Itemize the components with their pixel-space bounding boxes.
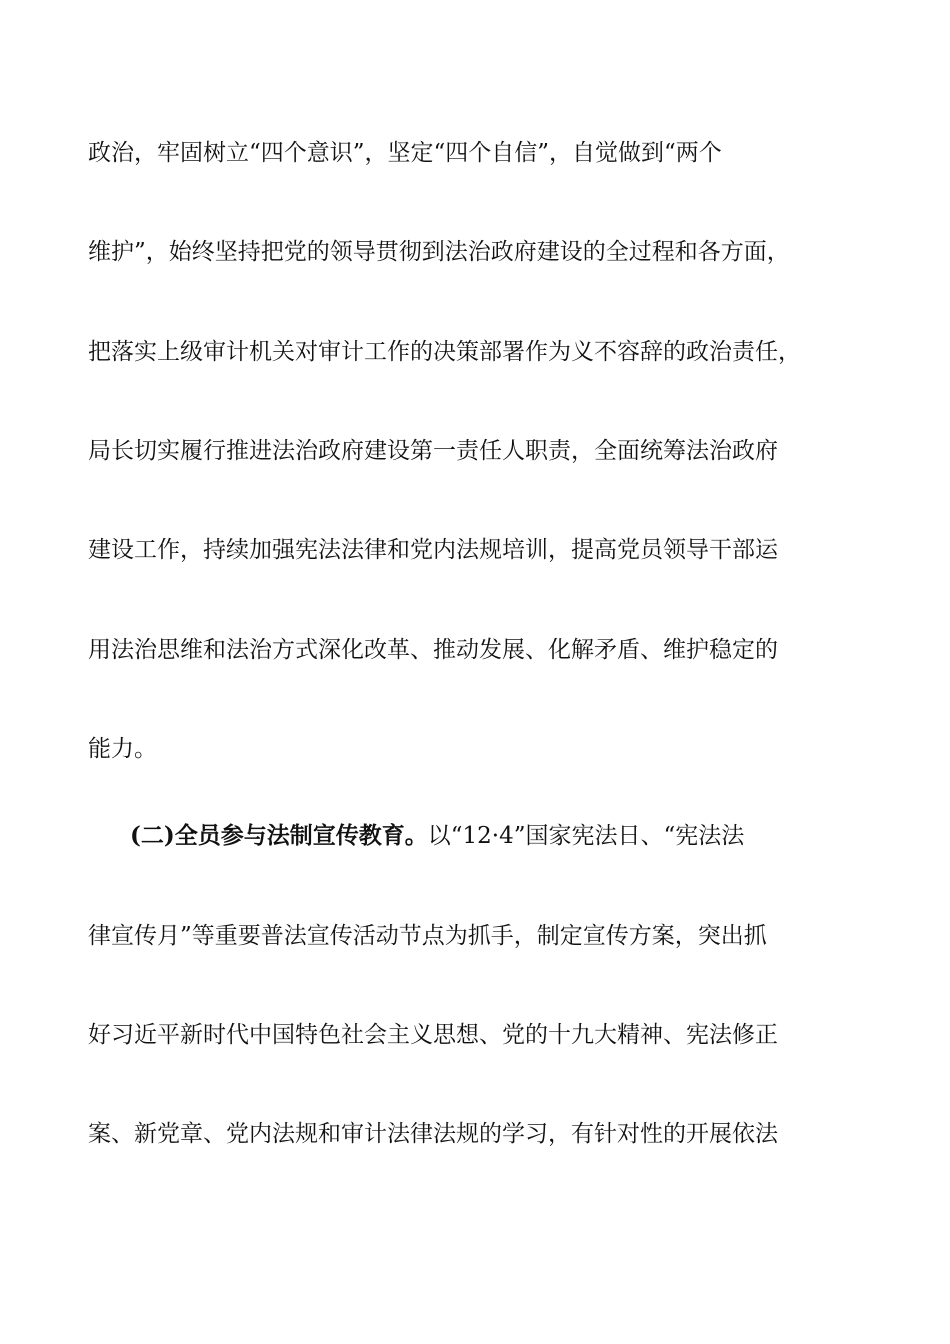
paragraph-text: 以“12·4”国家宪法日、“宪法法	[427, 823, 745, 849]
paragraph-line: 好习近平新时代中国特色社会主义思想、党的十九大精神、宪法修正	[88, 1022, 778, 1048]
paragraph-line: 政治，牢固树立“四个意识”，坚定“四个自信”，自觉做到“两个	[88, 140, 722, 166]
paragraph-line: 案、新党章、党内法规和审计法律法规的学习，有针对性的开展依法	[88, 1121, 778, 1147]
paragraph-first-line	[130, 816, 868, 856]
paragraph-line: 律宣传月”等重要普法宣传活动节点为抓手，制定宣传方案，突出抓	[88, 923, 767, 949]
paragraph-line: 把落实上级审计机关对审计工作的决策部署作为义不容辞的政治责任，	[88, 339, 801, 365]
paragraph-line: 用法治思维和法治方式深化改革、推动发展、化解矛盾、维护稳定的	[88, 637, 778, 663]
paragraph-line: 能力。	[88, 736, 157, 762]
paragraph-line: 局长切实履行推进法治政府建设第一责任人职责，全面统筹法治政府	[88, 438, 778, 464]
paragraph-line: 维护”，始终坚持把党的领导贯彻到法治政府建设的全过程和各方面，	[88, 239, 790, 265]
paragraph-line: 建设工作，持续加强宪法法律和党内法规培训，提高党员领导干部运	[88, 537, 778, 563]
section-heading: (二)全员参与法制宣传教育。	[130, 822, 428, 849]
